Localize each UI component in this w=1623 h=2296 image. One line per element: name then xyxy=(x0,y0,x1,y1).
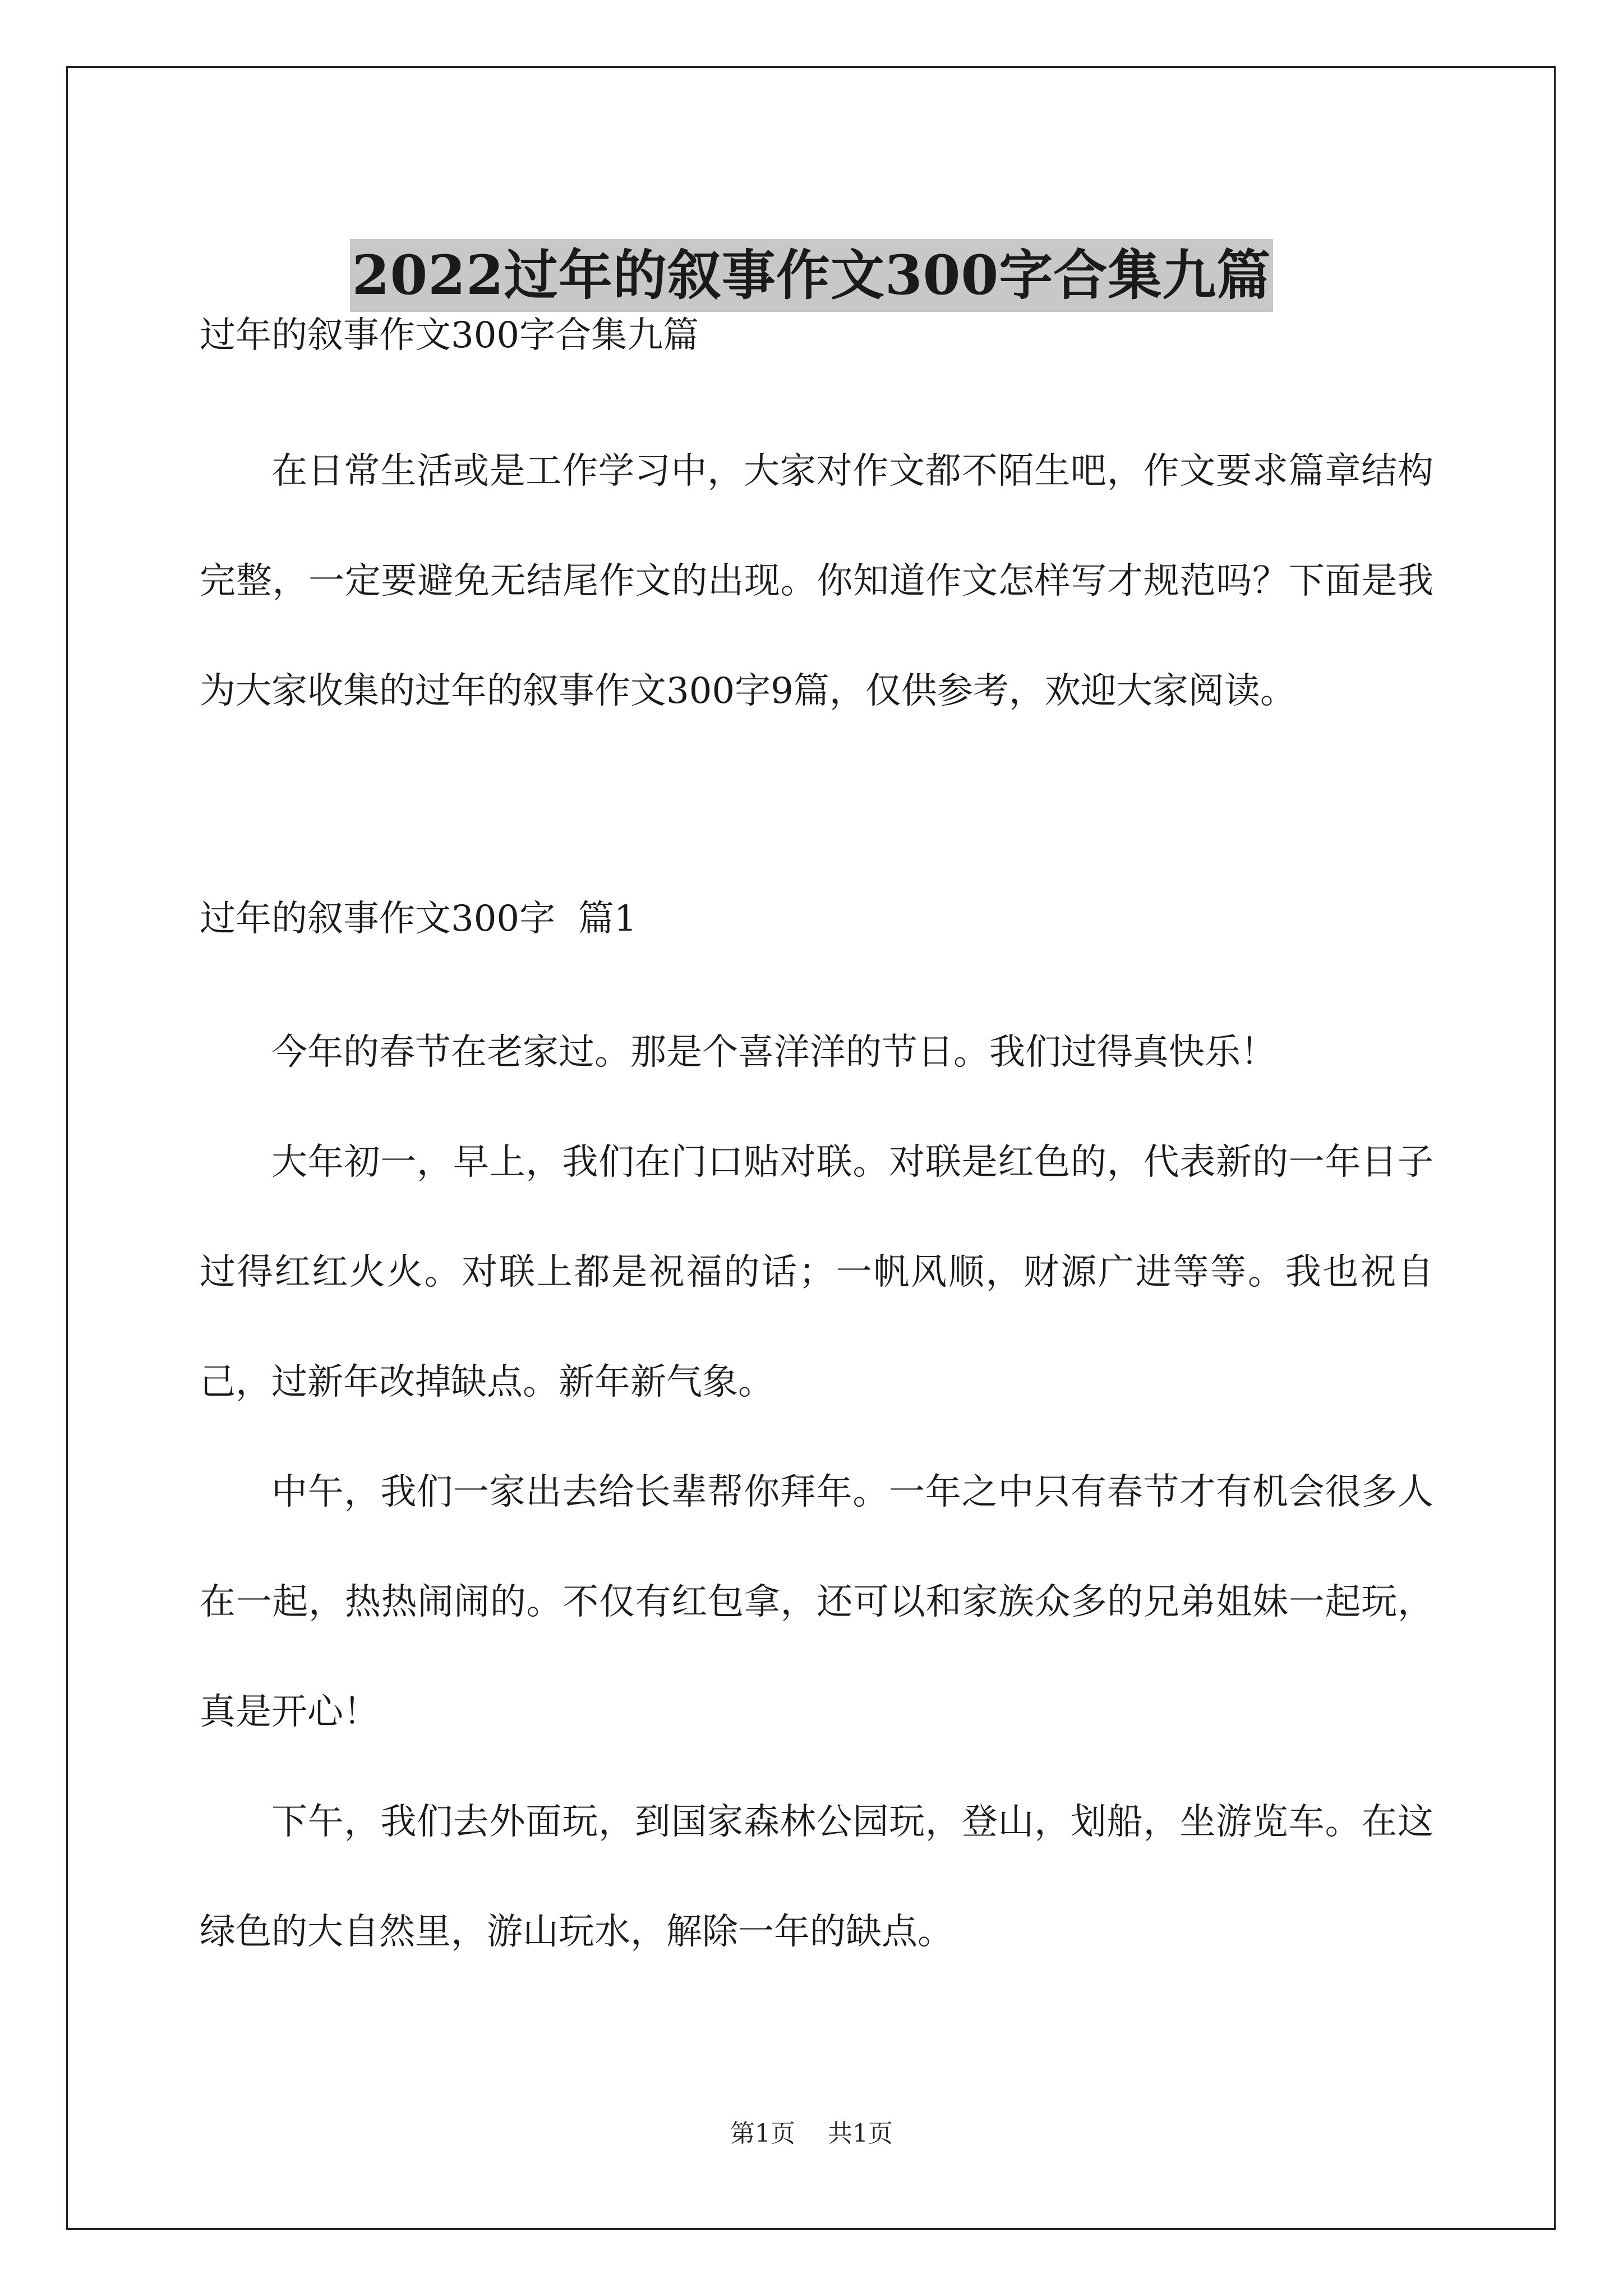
section-heading: 过年的叙事作文300字 篇1 xyxy=(200,898,637,940)
body-paragraph: 大年初一，早上，我们在门口贴对联。对联是红色的，代表新的一年日子过得红红火火。对联上都是祝福的话；一帆风顺，财源广进等等。我也祝自己，过新年改掉缺点。新年新气象。 xyxy=(200,1142,1433,1403)
total-pages-label: 共1页 xyxy=(828,2119,893,2148)
body-paragraph: 下午，我们去外面玩，到国家森林公园玩，登山，划船，坐游览车。在这绿色的大自然里，游山玩水，解除一年的缺点。 xyxy=(200,1801,1433,1953)
page-number-label: 第1页 xyxy=(730,2119,795,2148)
body-paragraph: 中午，我们一家出去给长辈帮你拜年。一年之中只有春节才有机会很多人在一起，热热闹闹的。不仅有红包拿，还可以和家族众多的兄弟姐妹一起玩，真是开心！ xyxy=(200,1471,1433,1733)
document-title: 2022过年的叙事作文300字合集九篇 xyxy=(350,239,1274,312)
document-body xyxy=(200,307,1433,1987)
page-footer xyxy=(0,2117,1623,2151)
document-subtitle: 过年的叙事作文300字合集九篇 xyxy=(200,315,699,356)
intro-paragraph: 在日常生活或是工作学习中，大家对作文都不陌生吧，作文要求篇章结构完整，一定要避免无结尾作文的出现。你知道作文怎样写才规范吗？下面是我为大家收集的过年的叙事作文300字9篇，仅供参考，欢迎大家阅读。 xyxy=(200,450,1433,712)
body-paragraph: 今年的春节在老家过。那是个喜洋洋的节日。我们过得真快乐！ xyxy=(271,1032,1276,1073)
